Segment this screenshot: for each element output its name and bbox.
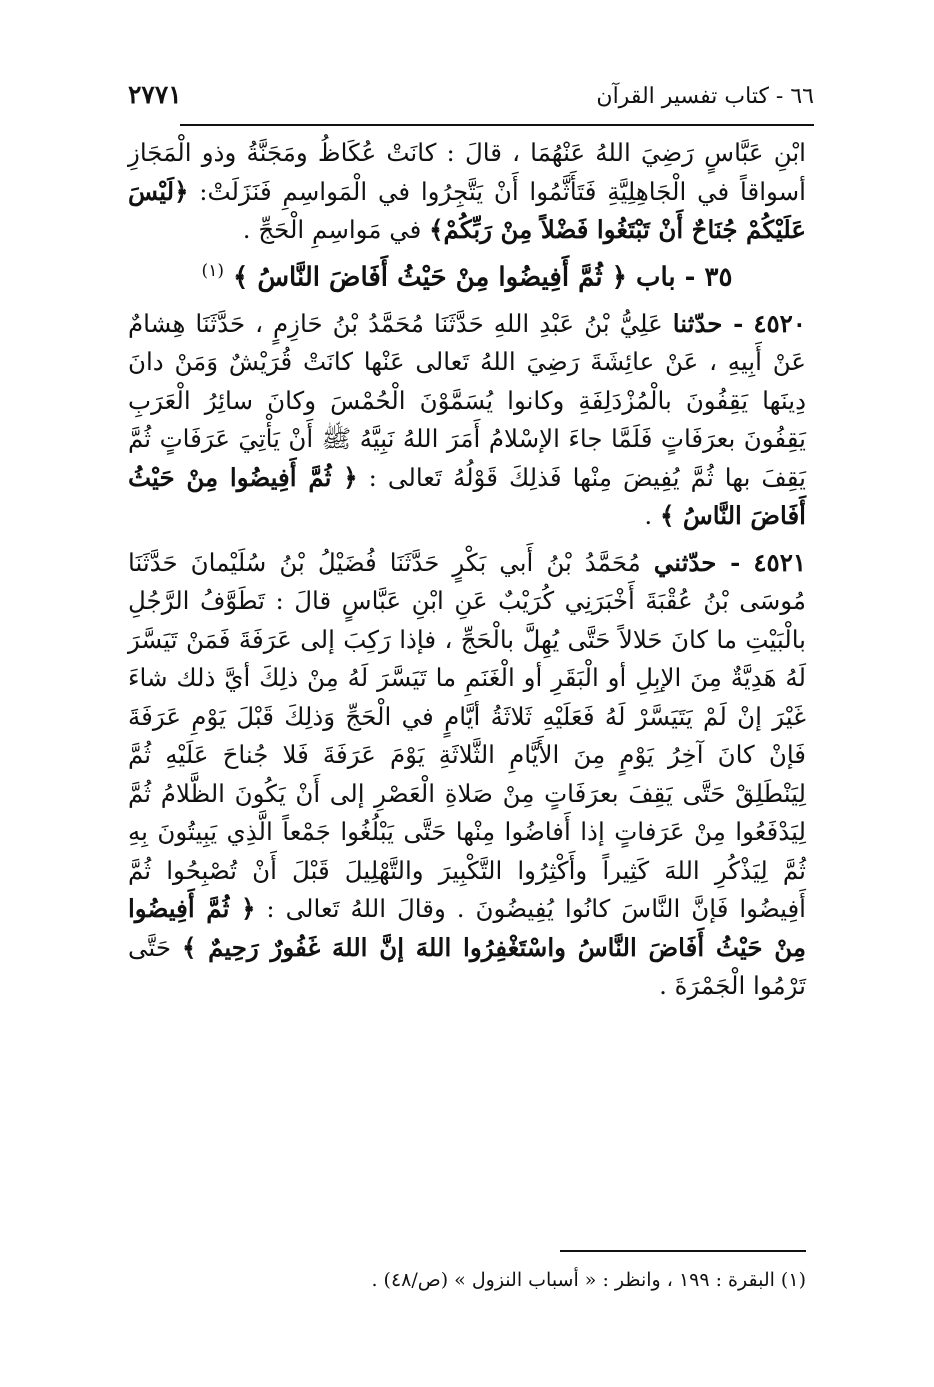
hadith-tail: حَتَّى تَرْمُوا الْجَمْرَةَ . (128, 932, 806, 1001)
hadith-number: ٤٥٢١ (753, 547, 807, 577)
hadith-number: ٤٥٢٠ (753, 308, 806, 338)
hadith-tail: . (644, 501, 653, 531)
footnote: (١) البقرة : ١٩٩ ، وانظر : « أسباب النزول » (ص/٤٨) . (371, 1269, 806, 1291)
paragraph-text: ابْنِ عَبَّاسٍ رَضِيَ اللهُ عَنْهُمَا ، قالَ : كانَتْ عُكَاظُ ومَجَنَّةُ وذو الْمَجَازِ أسواقاً في الْجَاهِلِيَّةِ فَتَأَثَّمُوا أَنْ يَتَّجِرُوا في الْمَواسِمِ فَنَزَلَتْ: (128, 138, 806, 206)
quran-verse: ﴿ ثُمَّ أَفِيضُوا مِنْ حَيْثُ أَفَاضَ النَّاسُ ﴾ (128, 462, 806, 531)
opening-paragraph (128, 134, 806, 250)
page-number: ٢٧٧١ (128, 80, 182, 109)
hadith-text: مُحَمَّدُ بْنُ أَبي بَكْرٍ حَدَّثَنَا فُضَيْلُ بْنُ سُلَيْمانَ حَدَّثَنَا مُوسَى بْنُ عُقْبَةَ أَخْبَرَنِي كُرَيْبٌ عَنِ ابْنِ عَبَّاسٍ قالَ : تَطَوَّفُ الرَّجُلِ بالْبَيْتِ ما كانَ حَلالاً حَتَّى يُهِلَّ بالْحَجِّ ، فإذا رَكِبَ إلى عَرَفَةَ فَمَنْ تَيَسَّرَ لَهُ هَدِيَّةٌ مِنَ الإبِلِ أو الْبَقَرِ أو الْغَنَمِ ما تَيَسَّرَ لَهُ مِنْ ذلِكَ أيَّ ذلك شاءَ غَيْرَ إنْ لَمْ يَتَيَسَّرْ لَهُ فَعَلَيْهِ ثَلاثَةُ أيَّامٍ في الْحَجِّ وَذلِكَ قَبْلَ يَوْمِ عَرَفَةَ فَإنْ كانَ آخِرُ يَوْمٍ مِنَ الأَيَّامِ الثَّلاثَةِ يَوْمَ عَرَفَةَ فَلا جُناحَ عَلَيْهِ ثُمَّ لِيَنْطَلِقْ حَتَّى يَقِفَ بعرَفَاتٍ مِنْ صَلاةِ الْعَصْرِ إلى أَنْ يَكُونَ الظَّلامُ ثُمَّ لِيَدْفَعُوا مِنْ عَرَفاتٍ إذا أَفاضُوا مِنْها حَتَّى يَبْلُغُوا جَمْعاً الَّذِي يَبِيتُونَ بِهِ ثُمَّ لِيَذْكُرِ اللهَ كَثِيراً وأَكْثِرُوا التَّكْبِيرَ والتَّهْلِيلَ قَبْلَ أَنْ تُصْبِحُوا ثُمَّ أَفِيضُوا فَإنَّ النَّاسَ كانُوا يُفِيضُونَ . وقالَ اللهُ تَعالى : (128, 547, 806, 924)
chapter-heading-text: ٣٥ - باب ﴿ ثُمَّ أَفِيضُوا مِنْ حَيْثُ أَفَاضَ النَّاسُ ﴾ (233, 262, 733, 293)
main-text (128, 134, 806, 1006)
hadith-intro: - حدّثني (653, 547, 741, 577)
paragraph-tail: في مَواسِمِ الْحَجِّ . (242, 215, 422, 244)
header-rule (180, 124, 814, 126)
chapter-title: ٦٦ - كتاب تفسير القرآن (596, 84, 814, 109)
page-header (128, 78, 814, 118)
hadith-text: عَلِيُّ بْنُ عَبْدِ اللهِ حَدَّثَنَا مُحَمَّدُ بْنُ حَازِمٍ ، حَدَّثَنَا هِشامٌ عَنْ أَبِيهِ ، عَنْ عائِشَةَ رَضِيَ اللهُ تَعالى عَنْها كانَتْ قُرَيْشٌ وَمَنْ دانَ دِينَها يَقِفُونَ بالْمُزْدَلِفَةِ وكانوا يُسَمَّوْنَ الْحُمْسَ وكانَ سائِرُ الْعَرَبِ يَقِفُونَ بعرَفَاتٍ فَلَمَّا جاءَ الإسْلامُ أَمَرَ اللهُ نَبِيَّهُ ﷺ أَنْ يَأْتِيَ عَرَفَاتٍ ثُمَّ يَقِفَ بها ثُمَّ يُفِيضَ مِنْها فَذلِكَ قَوْلُهُ تَعالى : (128, 308, 806, 492)
hadith-4520 (128, 305, 806, 536)
footnote-rule (560, 1250, 806, 1252)
hadith-4521 (128, 544, 806, 1006)
footnote-marker: (١) (201, 260, 224, 281)
quran-verse: ﴿لَيْسَ عَلَيْكُمْ جُنَاحٌ أَنْ تَبْتَغُوا فَضْلاً مِنْ رَبِّكُمْ﴾ (128, 176, 806, 244)
quran-verse: ﴿ ثُمَّ أَفِيضُوا مِنْ حَيْثُ أَفَاضَ النَّاسُ واسْتَغْفِرُوا اللهَ إنَّ اللهَ غَفُورٌ رَحِيمٌ ﴾ (128, 894, 806, 962)
chapter-heading (128, 252, 806, 297)
hadith-intro: - حدّثنا (672, 308, 744, 338)
